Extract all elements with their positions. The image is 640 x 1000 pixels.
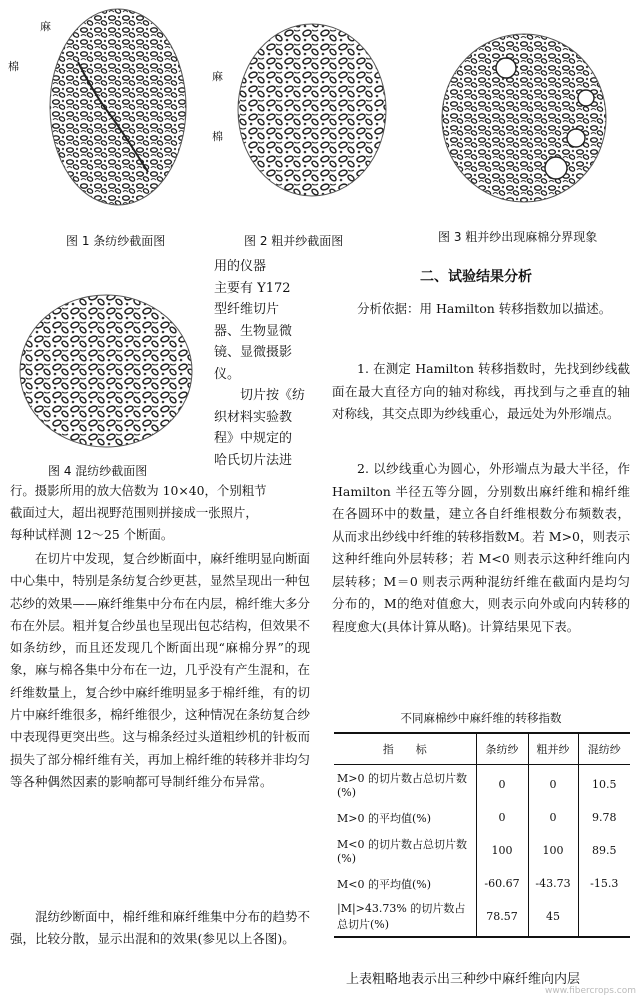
table-row (334, 871, 630, 897)
table-title: 不同麻棉纱中麻纤维的转移指数 (400, 711, 562, 725)
text-line: 行。摄影所用的放大倍数为 10×40，个别粗节 (10, 483, 267, 498)
table-cell: 0 (476, 765, 528, 805)
table-cell: 78.57 (476, 897, 528, 937)
table-cell: 10.5 (578, 765, 630, 805)
table-cell-label: M<0 的平均值(%) (337, 877, 432, 891)
table-cell: 0 (476, 805, 528, 831)
table-header-cell: 条纺纱 (476, 733, 528, 765)
table-cell: 100 (476, 831, 528, 871)
left-full-lines (10, 480, 310, 546)
right-footer-line: 上表粗略地表示出三种纱中麻纤维向内层 (346, 972, 581, 987)
text-line: 切片按《纺 (240, 388, 306, 403)
right-paragraph-1 (332, 298, 630, 321)
table-cell: 0 (528, 765, 578, 805)
table-cell: 89.5 (578, 831, 630, 871)
text-line: 用的仪器 (214, 259, 267, 274)
table-cell-label: M>0 的平均值(%) (337, 811, 432, 825)
figure-1-label-mian: 棉 (8, 60, 19, 73)
paragraph-text: 在切片中发现，复合纱断面中，麻纤维明显向断面中心集中，特别是条纺复合纱更甚，显然呈现出一种包芯纱的效果——麻纤维集中分布在内层，棉纤维大多分布在外层。粗并复合纱虽也呈现出包芯结构，但效果不如条纺纱，而且还发现几个断面出现“麻棉分界”的现象，麻与棉各集中分布在一边，几乎没有产生混和，在纤维数量上，复合纱中麻纤维明显多于棉纤维，有的切片中麻纤维很多，棉纤维很少，这种情况在条纺复合纱中表现得更突出些。这与棉条经过头道粗纱机的针板而损失了部分棉纤维有关，再加上棉纤维的转移并非均匀等各种偶然因素的影响都可导制纤维分布异常。 (10, 551, 311, 789)
table-cell-label: M<0 的切片数占总切片数(%) (337, 838, 467, 865)
table-cell: 9.78 (578, 805, 630, 831)
left-paragraph-2 (10, 548, 310, 793)
figure-2-label-mian: 棉 (212, 130, 223, 143)
table-cell: 100 (528, 831, 578, 871)
table-cell (578, 897, 630, 937)
table-cell: 0 (528, 805, 578, 831)
text-line: 哈氏切片法进 (214, 452, 293, 468)
left-narrow-text (214, 256, 306, 471)
text-line: 镜、显微摄影 (214, 345, 293, 360)
figure-1-label-ma: 麻 (40, 20, 51, 33)
table-cell: -60.67 (476, 871, 528, 897)
figure-1-caption: 图 1 条纺纱截面图 (66, 234, 166, 248)
text-line: 程》中规定的 (214, 431, 293, 446)
paragraph-text: 混纺纱断面中，棉纤维和麻纤维集中分布的趋势不强，比较分散，显示出混和的效果(参见以上各图)。 (10, 909, 311, 947)
table-cell-label: |M|>43.73% 的切片数占总切片(%) (337, 902, 466, 931)
table-header-row (334, 733, 630, 765)
figure-4-caption: 图 4 混纺纱截面图 (48, 464, 148, 478)
text-line: 仪。 (214, 366, 241, 382)
text-line: 型纤维切片 (214, 302, 280, 317)
right-paragraph-3 (332, 458, 630, 638)
table-cell: -43.73 (528, 871, 578, 897)
paragraph-text: 1. 在测定 Hamilton 转移指数时，先找到纱线截面在最大直径方向的轴对称线，再找到与之垂直的轴对称线，其交点即为纱线重心，最远处为外形端点。 (332, 361, 630, 421)
table-row (334, 897, 630, 937)
table-header-cell: 混纺纱 (578, 733, 630, 765)
text-line: 截面过大，超出视野范围则拼接成一张照片， (10, 505, 258, 520)
text-line: 主要有 Y172 (214, 280, 291, 296)
figure-2-label-ma: 麻 (212, 70, 223, 83)
left-paragraph-3 (10, 906, 310, 951)
table-row (334, 805, 630, 831)
text-line: 织材料实验教 (214, 409, 293, 425)
section-heading: 二、试验结果分析 (420, 269, 532, 285)
table-header-cell: 指 标 (334, 733, 476, 765)
table-cell-label: M>0 的切片数占总切片数(%) (337, 772, 467, 800)
figure-3-image (436, 28, 611, 208)
text-line: 器、生物显微 (214, 323, 293, 339)
table-cell: -15.3 (578, 871, 630, 897)
paragraph-text: 2. 以纱线重心为圆心，外形端点为最大半径，作 Hamilton 半径五等分圆，分别数出麻纤维和棉纤维在各圆环中的数量，建立各自纤维根数分布频数表，从而求出纱线中纤维的转移指数M。若 M>0，则表示这种纤维向外层转移；若 M<0 则表示这种纤维向内层转移；M＝0 则表示两种混纺纤维在截面内是均匀分布的，M的绝对值愈大，则表示向外或向内转移的程度愈大(具体计算从略)。计算结果见下表。 (332, 461, 630, 634)
figure-2-caption: 图 2 粗并纱截面图 (244, 234, 344, 248)
table-row (334, 831, 630, 871)
figure-2-image (230, 14, 390, 204)
text-line: 每种试样测 12～25 个断面。 (10, 527, 174, 542)
table-header-cell: 粗并纱 (528, 733, 578, 765)
figure-3-caption: 图 3 粗并纱出现麻棉分界现象 (438, 230, 598, 244)
right-paragraph-2 (332, 358, 630, 426)
watermark: www.fibercrops.com (545, 986, 636, 996)
figure-4-image (16, 292, 196, 450)
table-row (334, 765, 630, 805)
transfer-index-table (334, 732, 630, 938)
table-cell: 45 (528, 897, 578, 937)
figure-1-image (38, 2, 188, 214)
paragraph-text: 分析依据：用 Hamilton 转移指数加以描述。 (357, 301, 612, 316)
